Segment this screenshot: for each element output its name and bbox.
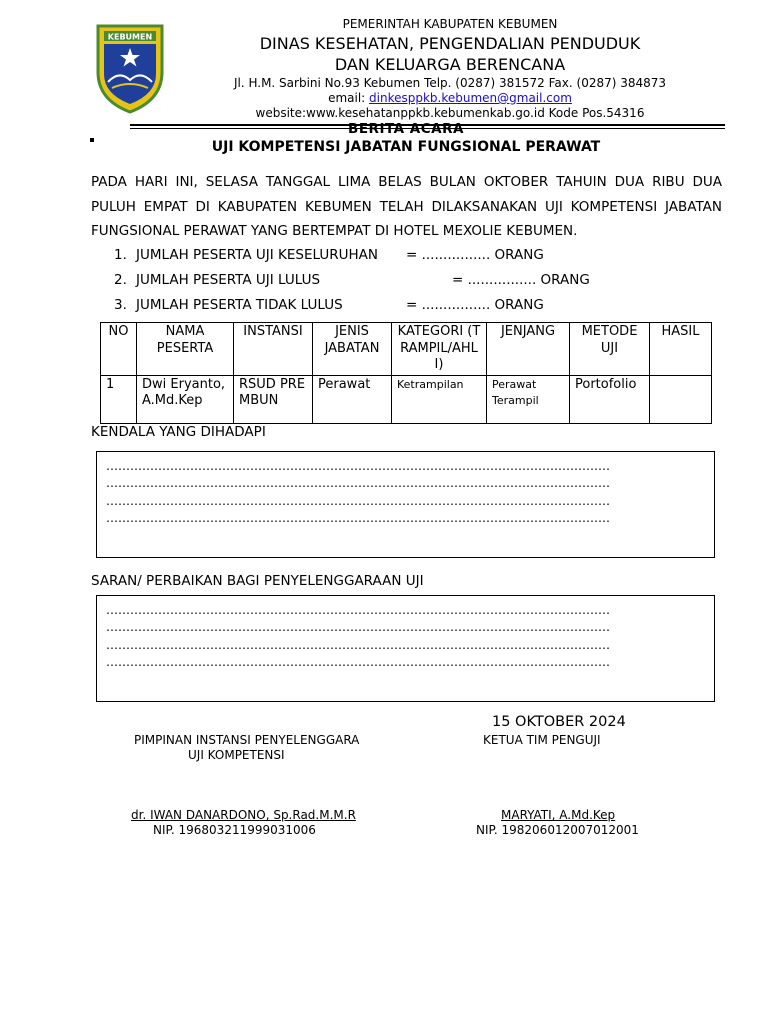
col-header: NO [101,323,137,376]
summary-num: 2. [114,272,127,288]
table-row [101,375,712,423]
intro-paragraph [91,170,722,244]
col-header: JENIS JABATAN [313,323,392,376]
dotted-line: ……………………………………………………………………………………………………………… [106,493,610,508]
agency-line2: DAN KELUARGA BERENCANA [334,55,566,74]
dotted-line: ……………………………………………………………………………………………………………… [106,637,610,652]
email-link[interactable]: dinkesppkb.kebumen@gmail.com [369,91,572,105]
kendala-box[interactable] [96,451,715,558]
col-header: NAMA PESERTA [137,323,234,376]
cell-metode: Portofolio [570,375,650,423]
dotted-line: ……………………………………………………………………………………………………………… [106,620,610,635]
col-header: METODE UJI [570,323,650,376]
title-uji-kompetensi: UJI KOMPETENSI JABATAN FUNGSIONAL PERAWAT [211,139,601,155]
intro-line: PADA HARI INI, SELASA TANGGAL LIMA BELAS BULAN OKTOBER TAHUIN DUA RIBU DUA [91,174,722,190]
logo-label: KEBUMEN [107,32,153,42]
cell-jenis: Perawat [313,375,392,423]
cell-instansi: RSUD PREMBUN [234,375,313,423]
gov-name: PEMERINTAH KABUPATEN KEBUMEN [342,17,558,31]
dotted-line: ……………………………………………………………………………………………………………… [106,459,610,473]
saran-label: SARAN/ PERBAIKAN BAGI PENYELENGGARAAN UJI [91,573,424,589]
website: website:www.kesehatanppkb.kebumenkab.go.id Kode Pos.54316 [255,106,645,120]
title-berita-acara: BERITA ACARA [348,121,464,137]
saran-box[interactable] [96,595,715,702]
summary-label: JUMLAH PESERTA UJI KESELURUHAN [136,247,379,263]
sign-right-name: MARYATI, A.Md.Kep [501,808,616,822]
intro-line: PULUH EMPAT DI KABUPATEN KEBUMEN TELAH DILAKSANAKAN UJI KOMPETENSI JABATAN [91,198,722,215]
dotted-line: ……………………………………………………………………………………………………………… [106,603,610,617]
agency-line1: DINAS KESEHATAN, PENGENDALIAN PENDUDUK [259,34,641,53]
col-header: HASIL [650,323,712,376]
table-header-row [101,323,712,376]
dotted-line: ……………………………………………………………………………………………………………… [106,476,610,491]
summary-value: = ................ ORANG [406,247,544,263]
summary-value: = ................ ORANG [452,272,590,288]
kendala-label: KENDALA YANG DIHADAPI [91,424,266,440]
cell-nama: Dwi Eryanto, A.Md.Kep [137,375,234,423]
sign-left-role2: UJI KOMPETENSI [188,748,285,762]
sign-left-nip: NIP. 196803211999031006 [153,823,316,837]
col-header: JENJANG [487,323,570,376]
sign-right-nip: NIP. 198206012007012001 [476,823,639,837]
summary-label: JUMLAH PESERTA TIDAK LULUS [136,297,343,313]
email-line [150,91,750,105]
cell-no: 1 [101,375,137,423]
summary-num: 1. [114,247,127,263]
participant-table [100,322,712,424]
cell-hasil [650,375,712,423]
cell-jenjang: Perawat Terampil [487,375,570,423]
summary-num: 3. [114,297,127,313]
sign-left-name: dr. IWAN DANARDONO, Sp.Rad.M.M.R [131,808,356,822]
bullet-mark [90,138,94,142]
col-header: KATEGORI (TRAMPIL/AHLI) [392,323,487,376]
sign-right-role: KETUA TIM PENGUJI [483,733,601,747]
intro-line: FUNGSIONAL PERAWAT YANG BERTEMPAT DI HOTEL MEXOLIE KEBUMEN. [91,223,578,239]
cell-kategori: Ketrampilan [392,375,487,423]
summary-label: JUMLAH PESERTA UJI LULUS [136,272,321,288]
sign-left-role1: PIMPINAN INSTANSI PENYELENGGARA [134,733,360,747]
signing-date: 15 OKTOBER 2024 [492,714,626,730]
address: Jl. H.M. Sarbini No.93 Kebumen Telp. (0287) 381572 Fax. (0287) 384873 [233,76,667,90]
summary-value: = ................ ORANG [406,297,544,313]
dotted-line: ……………………………………………………………………………………………………………… [106,510,610,525]
dotted-line: ……………………………………………………………………………………………………………… [106,654,610,669]
email-label: email: [328,91,370,105]
col-header: INSTANSI [234,323,313,376]
